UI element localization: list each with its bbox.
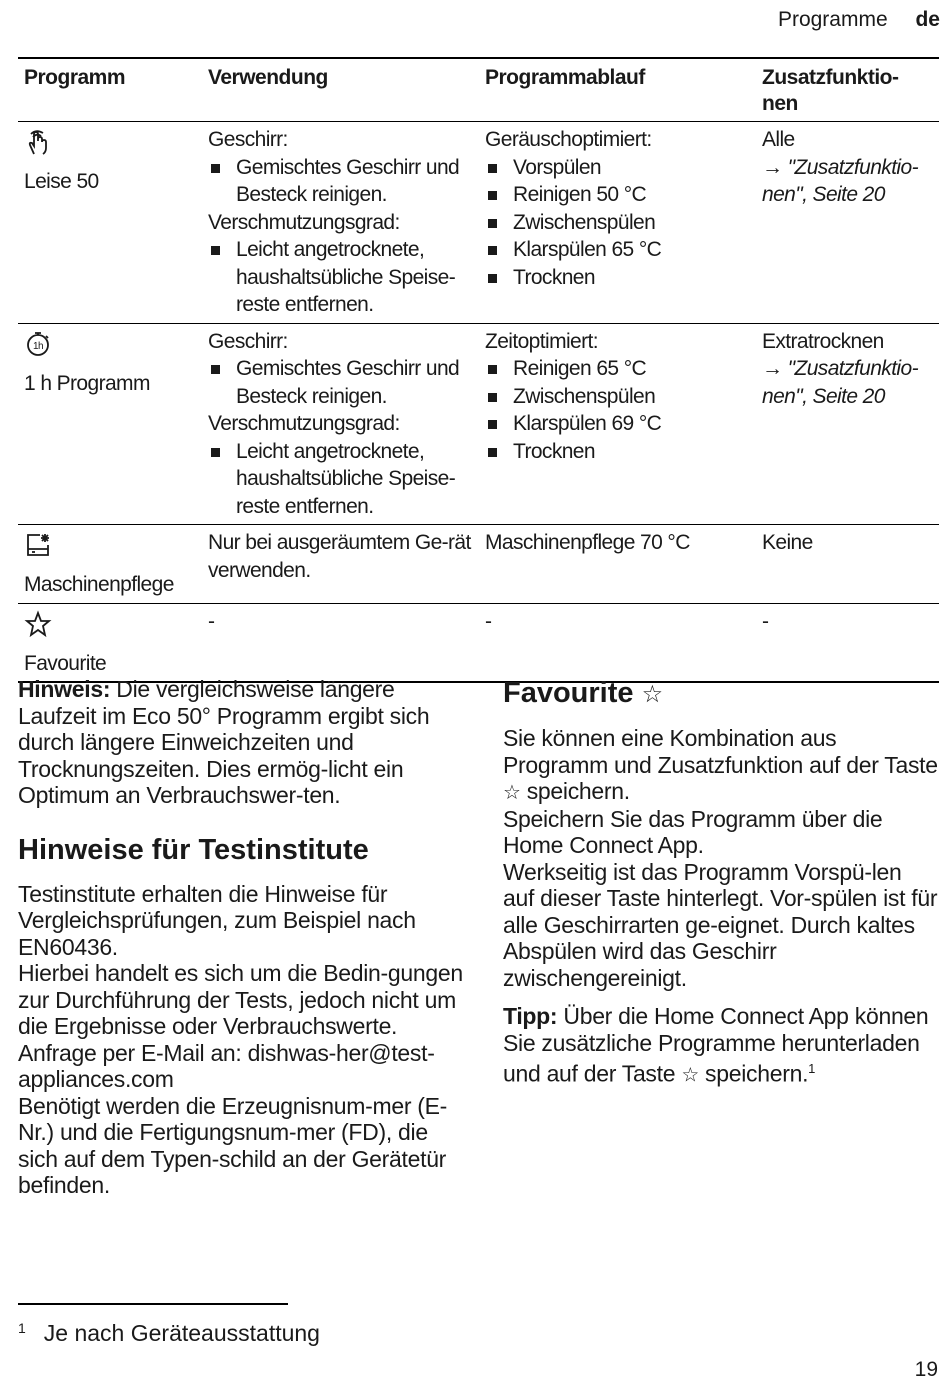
program-name: Maschinenpflege: [24, 573, 174, 596]
extra-cell: Keine: [762, 531, 813, 554]
testinstitute-p4: Benötigt werden die Erzeugnisnum-mer (E-Nr.) und die Fertigungsnum-mer (FD), die sich auf dem Typen-schild an der Gerätetür befinden.: [18, 1092, 448, 1198]
hinweis-note: [18, 676, 463, 809]
tip-label: Tipp:: [503, 1003, 558, 1029]
table-row: [18, 323, 939, 525]
use-label: Geschirr:: [208, 329, 288, 353]
right-column: [503, 676, 938, 1088]
use-cell: -: [208, 609, 215, 633]
header-zusatzfunktionen: Zusatzfunktio- nen: [762, 66, 899, 115]
list-item: Vorspülen: [485, 154, 750, 182]
program-name: Leise 50: [24, 170, 99, 193]
list-item: Reinigen 65 °C: [485, 355, 750, 383]
language-code: de: [915, 8, 940, 31]
testinstitute-p3: Anfrage per E-Mail an: dishwas-her@test-appliances.com: [18, 1039, 435, 1092]
flow-cell: [479, 122, 756, 324]
flow-label: Zeitoptimiert:: [485, 329, 598, 353]
list-item: Zwischenspülen: [485, 209, 750, 237]
list-item: Klarspülen 69 °C: [485, 410, 750, 438]
list-item: Trocknen: [485, 264, 750, 292]
favourite-title-text: Favourite: [503, 677, 634, 709]
list-item: Leicht angetrocknete, haushaltsübliche Speise-reste entfernen.: [208, 236, 473, 319]
hinweis-label: Hinweis:: [18, 676, 111, 702]
table-row: [18, 122, 939, 324]
program-table: [18, 57, 939, 683]
extra-value: Extratrocknen: [762, 329, 884, 353]
svg-text:1h: 1h: [33, 340, 43, 352]
favourite-p1: [503, 725, 938, 806]
favourite-p1-end: speichern.: [520, 778, 630, 804]
use-cell: [202, 323, 479, 525]
list-item: Leicht angetrocknete, haushaltsübliche Speise-reste entfernen.: [208, 438, 473, 521]
star-icon: ☆: [681, 1062, 699, 1087]
list-item: Trocknen: [485, 438, 750, 466]
flow-cell: -: [485, 609, 492, 633]
list-item: Klarspülen 65 °C: [485, 236, 750, 264]
use-cell: Nur bei ausgeräumtem Ge-rät verwenden.: [208, 531, 471, 582]
header-programm: Programm: [24, 66, 126, 89]
footnote-text: Je nach Geräteausstattung: [43, 1320, 320, 1346]
footnote-number: 1: [18, 1320, 26, 1336]
extra-cell: [756, 122, 939, 324]
favourite-title: [503, 676, 938, 711]
tip-note: [503, 1003, 938, 1088]
favourite-p3: Werkseitig ist das Programm Vorspü-len auf dieser Taste hinterlegt. Vor-spülen ist für alle Geschirrarten ge-eignet. Durch kaltes Abspülen wird das Geschirr zwischengereinigt.: [503, 858, 938, 991]
list-item: Gemischtes Geschirr und Besteck reinigen.: [208, 154, 473, 209]
table-header-row: [18, 58, 939, 122]
page-number: 19: [914, 1358, 938, 1381]
cross-reference-link[interactable]: → "Zusatzfunktio-nen", Seite 20: [762, 357, 918, 408]
favourite-p2: Speichern Sie das Programm über die Home Connect App.: [503, 805, 883, 858]
program-name: 1 h Programm: [24, 371, 150, 395]
use-label: Geschirr:: [208, 128, 288, 151]
star-icon: ☆: [503, 780, 521, 804]
testinstitute-title: Hinweise für Testinstitute: [18, 833, 369, 866]
testinstitute-p1: Testinstitute erhalten die Hinweise für Vergleichsprüfungen, zum Beispiel nach EN60436.: [18, 880, 416, 960]
flow-label: Geräuschoptimiert:: [485, 128, 652, 151]
testinstitute-p2: Hierbei handelt es sich um die Bedin-gungen zur Durchführung der Tests, jedoch nicht um die Ergebnisse oder Verbrauchswerte.: [18, 960, 463, 1039]
star-icon: ☆: [641, 680, 664, 708]
cross-reference-link[interactable]: → "Zusatzfunktio-nen", Seite 20: [762, 155, 918, 206]
header-programmablauf: Programmablauf: [485, 66, 645, 89]
use-label: Verschmutzungsgrad:: [208, 210, 400, 234]
machine-care-icon: [24, 531, 196, 563]
header-verwendung: Verwendung: [208, 66, 328, 89]
quiet-hand-icon: [24, 128, 196, 160]
list-item: Zwischenspülen: [485, 383, 750, 411]
star-icon: [24, 610, 196, 642]
1h-timer-icon: [24, 330, 196, 362]
use-cell: [202, 122, 479, 324]
footnote-divider: [18, 1303, 288, 1305]
extra-cell: -: [762, 609, 769, 633]
favourite-p1-text: Sie können eine Kombination aus Programm und Zusatzfunktion auf der Taste: [503, 725, 938, 778]
use-label: Verschmutzungsgrad:: [208, 412, 400, 435]
table-row: [18, 525, 939, 604]
program-cell: [18, 323, 202, 525]
page-header: [778, 8, 940, 32]
flow-cell: [479, 323, 756, 525]
table-row: [18, 603, 939, 682]
program-cell: [18, 525, 202, 604]
left-column: [18, 676, 463, 1199]
program-cell: [18, 603, 202, 682]
program-name: Favourite: [24, 651, 107, 675]
footnote-ref[interactable]: 1: [808, 1061, 816, 1076]
footnote: [18, 1320, 320, 1347]
list-item: Gemischtes Geschirr und Besteck reinigen.: [208, 355, 473, 410]
list-item: Reinigen 50 °C: [485, 181, 750, 209]
extra-value: Alle: [762, 128, 795, 151]
tip-end: speichern.: [698, 1060, 809, 1087]
flow-cell: Maschinenpflege 70 °C: [485, 531, 690, 554]
extra-cell: [756, 323, 939, 525]
hinweis-text: Die vergleichsweise längere Laufzeit im Eco 50° Programm ergibt sich durch längere Einweichzeiten und Trocknungszeiten. Dies ermög-licht ein Optimum an Verbrauchswer-ten.: [18, 676, 430, 808]
tip-text: Über die Home Connect App können Sie zusätzliche Programme herunterladen und auf der Taste: [503, 1003, 929, 1087]
program-cell: [18, 122, 202, 324]
section-title: Programme: [777, 8, 888, 31]
